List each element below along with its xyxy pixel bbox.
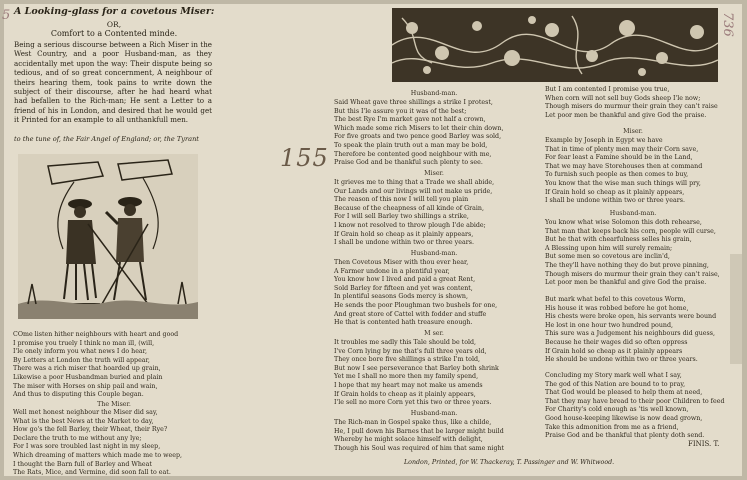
verse-line: His house it was robbed before he got home, <box>545 304 689 312</box>
verse-line: By Letters at London the truth will appear, <box>13 356 150 364</box>
verse-line: Declare the truth to me without any lye; <box>13 434 142 442</box>
verse-line: For I will sell Barley two shillings a strike, <box>334 213 469 221</box>
woodcut-image <box>18 154 198 319</box>
verse-line: Though misers do murmur their grain they can't raise <box>545 103 718 111</box>
heading-husbandman-1: Husband-man. <box>410 90 458 97</box>
verse-line: Let poor men be thankful and give God the praise. <box>545 111 707 119</box>
verse-line: But some men so covetous are inclin'd, <box>545 253 670 261</box>
ballad-subtitle: Comfort to a Contented minde. <box>50 29 178 38</box>
right-heading-husbandman: Husband-man. <box>609 210 657 217</box>
verse-line: If Grain hold so cheap as it plainly appears, <box>334 230 474 238</box>
verse-line: But he that with chearfulness selles his grain, <box>545 236 692 244</box>
verse-line: Well met honest neighbour the Miser did say, <box>13 409 158 416</box>
verse-line: The miser with Horses on ship pail and wain, <box>13 382 158 390</box>
verse-line: I'le onely inform you what news I do hear, <box>13 348 147 356</box>
verse-line: When corn will not sell buy Gods sheep I'le now; <box>545 94 701 102</box>
verse-line: Let poor men be thankful and give God the praise. <box>545 279 707 287</box>
verse-line: That man that keeps back his corn, people will curse, <box>545 227 716 235</box>
heading-husbandman-3: Husband-man. <box>410 410 458 417</box>
verse-line: That in time of plenty men may their Corn save, <box>545 145 699 153</box>
left-verse-2 <box>13 409 215 478</box>
torn-edge <box>730 254 742 364</box>
middle-stanza-4 <box>334 339 542 408</box>
verse-line: I'le sell no more Corn yet this two or three years. <box>334 399 492 407</box>
verse-line: The best Rye I'm market gave not half a crown, <box>334 116 486 124</box>
verse-line: But I am contented I promise you true, <box>545 86 670 93</box>
right-stanza-3 <box>545 219 721 288</box>
verse-line: But now I see perseverance that Barley both shrink <box>334 364 499 372</box>
verse-line: Because he their wages did so often oppress <box>545 338 688 346</box>
margin-mark-left: 5 <box>2 8 11 23</box>
heading-miser-1: Miser. <box>424 170 444 177</box>
right-stanza-1 <box>545 86 721 120</box>
verse-line: The they'll have nothing they do but prove pinning, <box>545 261 709 269</box>
verse-line: And great store of Cattel with fodder and stuffe <box>334 310 487 318</box>
verse-line: I shall be undone within two or three years. <box>545 197 685 205</box>
left-verse-1 <box>13 331 215 400</box>
verse-line: For I was sore troubled last night in my sleep, <box>13 443 161 451</box>
verse-line: If Grain holds to cheap as it plainly appears, <box>334 390 476 398</box>
verse-line: I know not resolved to throw plough I'de abide; <box>334 221 486 229</box>
verse-line: He that is contented hath treasure enough. <box>334 319 473 327</box>
verse-line: Therefore be contented good neighbour with me, <box>334 150 492 158</box>
floral-ornament-band <box>392 8 718 82</box>
printer-imprint: London, Printed, for W. Thackeray, T. Passinger and W. Whitwood. <box>404 459 615 466</box>
verse-line: The Rats, Mice, and Vermine, did soon fall to eat. <box>13 469 171 477</box>
verse-line: Our Lands and our livings will not make us pride, <box>334 187 493 195</box>
verse-line: How go's the fell Barley, their Wheat, their Rye? <box>13 426 168 434</box>
verse-line: I thought the Barn full of Barley and Wheat <box>13 460 152 468</box>
verse-line: If Grain hold so cheap as it plainly appears <box>545 347 683 355</box>
margin-number: 736 <box>720 12 735 37</box>
verse-line: I've Corn lying by me that's full three years old, <box>334 347 487 355</box>
verse-line: The Rich-man in Gospel spake thus, like a childe, <box>334 419 492 426</box>
verse-line: He lost in one hour two hundred pound, <box>545 321 673 329</box>
verse-line: Sold Barley for fifteen and yet was content, <box>334 284 473 292</box>
verse-line: But this I'le assure you it was of the best; <box>334 107 467 115</box>
broadside-sheet <box>4 4 742 476</box>
verse-line: Which dreaming of matters which made me to weep, <box>13 451 183 459</box>
verse-line: Example by Joseph in Egypt we have <box>545 137 663 144</box>
verse-line: He sends the poor Ploughman two bushels for one, <box>334 301 498 309</box>
verse-line: And thus to disputing this Couple began. <box>13 391 144 399</box>
verse-line: In plentiful seasons Gods mercy is shown, <box>334 293 468 301</box>
middle-stanza-3 <box>334 259 542 328</box>
verse-line: Praise God and be thankful that plenty doth send. <box>545 432 705 440</box>
verse-line: Praise God and be thankful such plenty to see. <box>334 159 483 167</box>
verse-line: What is the best News at the Market to day, <box>13 417 154 425</box>
middle-stanza-1 <box>334 99 542 168</box>
woodcut-illustration <box>18 154 198 319</box>
verse-line: His chests were broke open, his servants were bound <box>545 313 717 321</box>
verse-line: For Charity's cold enough as 'tis well known, <box>545 406 689 414</box>
ballad-title: A Looking-glass for a covetous Miser: <box>14 6 215 17</box>
handwritten-number: 155 <box>280 144 329 172</box>
verse-line: Which made some rich Misers to let their chin down, <box>334 124 504 132</box>
tune-line: to the tune of, the Fair Angel of England; or, the Tyrant <box>14 135 199 143</box>
verse-line: He should be undone within two or three years. <box>545 356 698 364</box>
verse-line: Though misers do murmur their grain they can't raise, <box>545 270 720 278</box>
verse-line: Said Wheat gave three shillings a strike I protest, <box>334 99 493 106</box>
verse-line: The reason of this now I will tell you plain <box>334 196 469 204</box>
heading-husbandman-2: Husband-man. <box>410 250 458 257</box>
verse-line: That we may have Storehouses then at command <box>545 162 703 170</box>
right-stanza-4 <box>545 296 721 365</box>
ballad-description: Being a serious discourse between a Rich Miser in the West Country, and a poor Husband-man, as they accidentally met upon the way: Their dispute being so tedious, and of so great concernment, A neighbour of theirs hearing them, took pains to write down the subject of their discourse, after he had heard what had befallen to the Rich-man; He sent a Letter to a friend of his in London, and desired that he would get it Printed for an example to all unthankfull men. <box>14 40 212 125</box>
middle-stanza-2 <box>334 179 542 248</box>
verse-line: Take this admonition from me as a friend, <box>545 423 679 431</box>
verse-line: You know that the wise man such things will pry, <box>545 179 701 187</box>
verse-line: You know what wise Solomon this doth rehearse, <box>545 219 702 226</box>
verse-line: That they may have bread to their poor Children to feed <box>545 397 725 405</box>
verse-line: It troubles me sadly this Tale should be told, <box>334 339 477 346</box>
verse-line: This sure was a Judgement his neighbours did guess, <box>545 330 715 338</box>
verse-line: If Grain hold so cheap as it plainly appears, <box>545 188 685 196</box>
verse-line: Then Covetous Miser with thou ever hear, <box>334 259 469 266</box>
verse-line: It grieves me to thing that a Trade we shall abide, <box>334 179 495 186</box>
verse-line: Good house-keeping likewise is now dead grown, <box>545 414 703 422</box>
verse-line: A Blessing upon him will surely remain; <box>545 244 673 252</box>
verse-line: I shall be undone within two or three years. <box>334 239 474 247</box>
middle-stanza-5 <box>334 419 542 453</box>
finis-mark: FINIS. T. <box>688 440 720 448</box>
verse-line: I hope that my heart may not make us amends <box>334 381 483 389</box>
verse-line: COme listen hither neighbours with heart and good <box>13 331 179 338</box>
verse-line: Yet me I shall no more then my family spend, <box>334 373 479 381</box>
verse-line: For fear least a Famine should be in the Land, <box>545 154 693 162</box>
verse-line: For five groats and two pence good Barley was sold, <box>334 133 502 141</box>
right-stanza-2 <box>545 137 721 206</box>
verse-line: Though his Soul was required of him that same night <box>334 444 505 452</box>
verse-line: You know how I lived and paid a great Rent, <box>334 276 476 284</box>
verse-line: The god of this Nation are bound to to pray, <box>545 380 686 388</box>
verse-line: There was a rich miser that hoarded up grain, <box>13 365 161 373</box>
verse-line: But mark what befel to this covetous Worm, <box>545 296 686 303</box>
verse-line: A Farmer undone in a plentiful year, <box>334 267 450 275</box>
verse-line: To speak the plain truth out a man may be bold, <box>334 141 488 149</box>
verse-line: They once bore five shillings a strike I'm told, <box>334 356 480 364</box>
title-or: OR, <box>106 20 122 29</box>
floral-ornament <box>392 8 718 82</box>
heading-miser-2: M ser. <box>424 330 444 337</box>
verse-line: Whereby he might solace himself with delight, <box>334 436 483 444</box>
verse-line: Concluding my Story mark well what I say, <box>545 372 682 379</box>
right-heading-miser: Miser. <box>623 128 643 135</box>
verse-line: That God would be pleased to help them at need, <box>545 389 703 397</box>
verse-line: To furnish such people as then comes to buy, <box>545 171 689 179</box>
left-miser-heading: The Miser. <box>97 401 131 408</box>
verse-line: Because of the cheapness of all kinde of Grain, <box>334 204 484 212</box>
right-stanza-5 <box>545 372 725 441</box>
verse-line: He, I pull down his Barnes that be larger might build <box>334 427 504 435</box>
verse-line: I promise you truely I think no man ill, (will, <box>13 339 155 347</box>
verse-line: Likewise a poor Husbandman buried and plain <box>13 373 163 381</box>
